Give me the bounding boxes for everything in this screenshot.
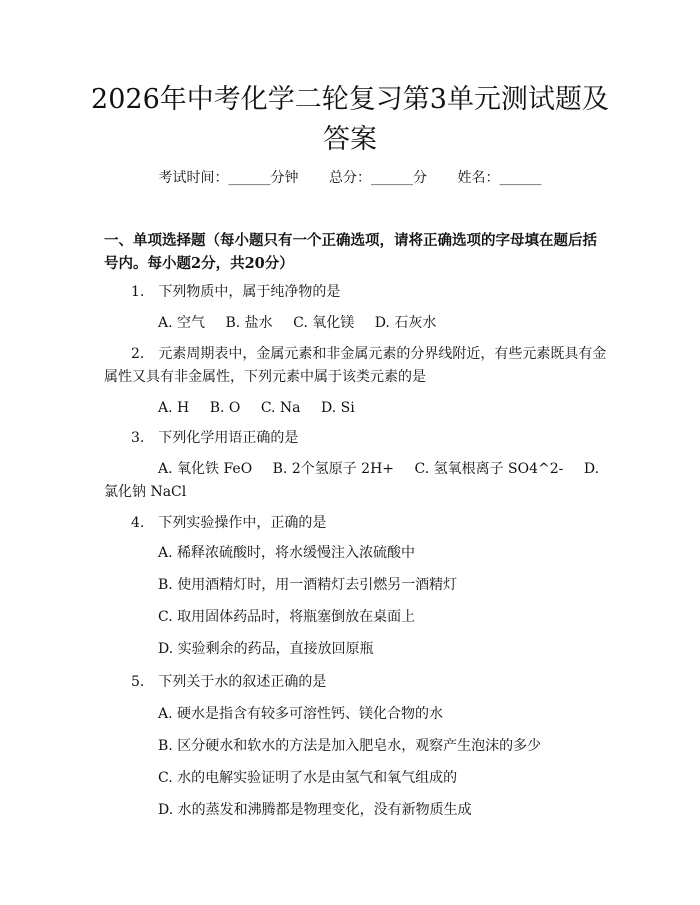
option-a: A. H: [158, 400, 190, 416]
exam-time-field: 考试时间：______分钟: [158, 170, 299, 186]
question-2-options: [158, 397, 610, 420]
exam-info-line: [0, 168, 700, 188]
option-c: C. Na: [260, 400, 301, 416]
option-d: D. 石灰水: [374, 315, 437, 331]
option-a: A. 氧化铁 FeO: [158, 461, 253, 477]
question-4-option-b: B. 使用酒精灯时，用一酒精灯去引燃另一酒精灯: [158, 577, 458, 593]
option-d: D. Si: [320, 400, 355, 416]
question-3-options: [104, 458, 610, 504]
question-5-option-a: A. 硬水是指含有较多可溶性钙、镁化合物的水: [158, 706, 444, 722]
student-name-field: 姓名：______: [457, 170, 542, 186]
question-5-option-d: D. 水的蒸发和沸腾都是物理变化，没有新物质生成: [158, 802, 472, 818]
question-1-stem: 1. 下列物质中，属于纯净物的是: [131, 284, 341, 300]
page-title: 2026年中考化学二轮复习第3单元测试题及答案: [91, 84, 609, 155]
option-c: C. 氢氧根离子 SO4^2-: [414, 461, 564, 477]
option-a: A. 空气: [158, 315, 206, 331]
option-b: B. 2个氢原子 2H+: [272, 461, 395, 477]
option-d: D. 氯化钠 NaCl: [104, 461, 600, 500]
question-3-stem: 3. 下列化学用语正确的是: [131, 430, 299, 446]
question-4-option-a: A. 稀释浓硫酸时，将水缓慢注入浓硫酸中: [158, 545, 416, 561]
question-4-option-d: D. 实验剩余的药品，直接放回原瓶: [158, 641, 374, 657]
total-score-field: 总分：______分: [329, 170, 427, 186]
question-4-option-c: C. 取用固体药品时，将瓶塞倒放在桌面上: [158, 609, 416, 625]
option-c: C. 氧化镁: [293, 315, 355, 331]
question-1-options: [158, 312, 610, 335]
section-heading: 一、单项选择题（每小题只有一个正确选项，请将正确选项的字母填在题后括号内。每小题2分，共20分）: [104, 232, 597, 272]
question-5-stem: 5. 下列关于水的叙述正确的是: [131, 674, 327, 690]
question-5-option-b: B. 区分硬水和软水的方法是加入肥皂水，观察产生泡沫的多少: [158, 738, 542, 754]
option-b: B. 盐水: [225, 315, 273, 331]
question-2-stem: 2. 元素周期表中，金属元素和非金属元素的分界线附近，有些元素既具有金属性又具有非金属性，下列元素中属于该类元素的是: [104, 346, 607, 385]
question-4-stem: 4. 下列实验操作中，正确的是: [131, 515, 327, 531]
question-5-option-c: C. 水的电解实验证明了水是由氢气和氧气组成的: [158, 770, 458, 786]
option-b: B. O: [209, 400, 241, 416]
